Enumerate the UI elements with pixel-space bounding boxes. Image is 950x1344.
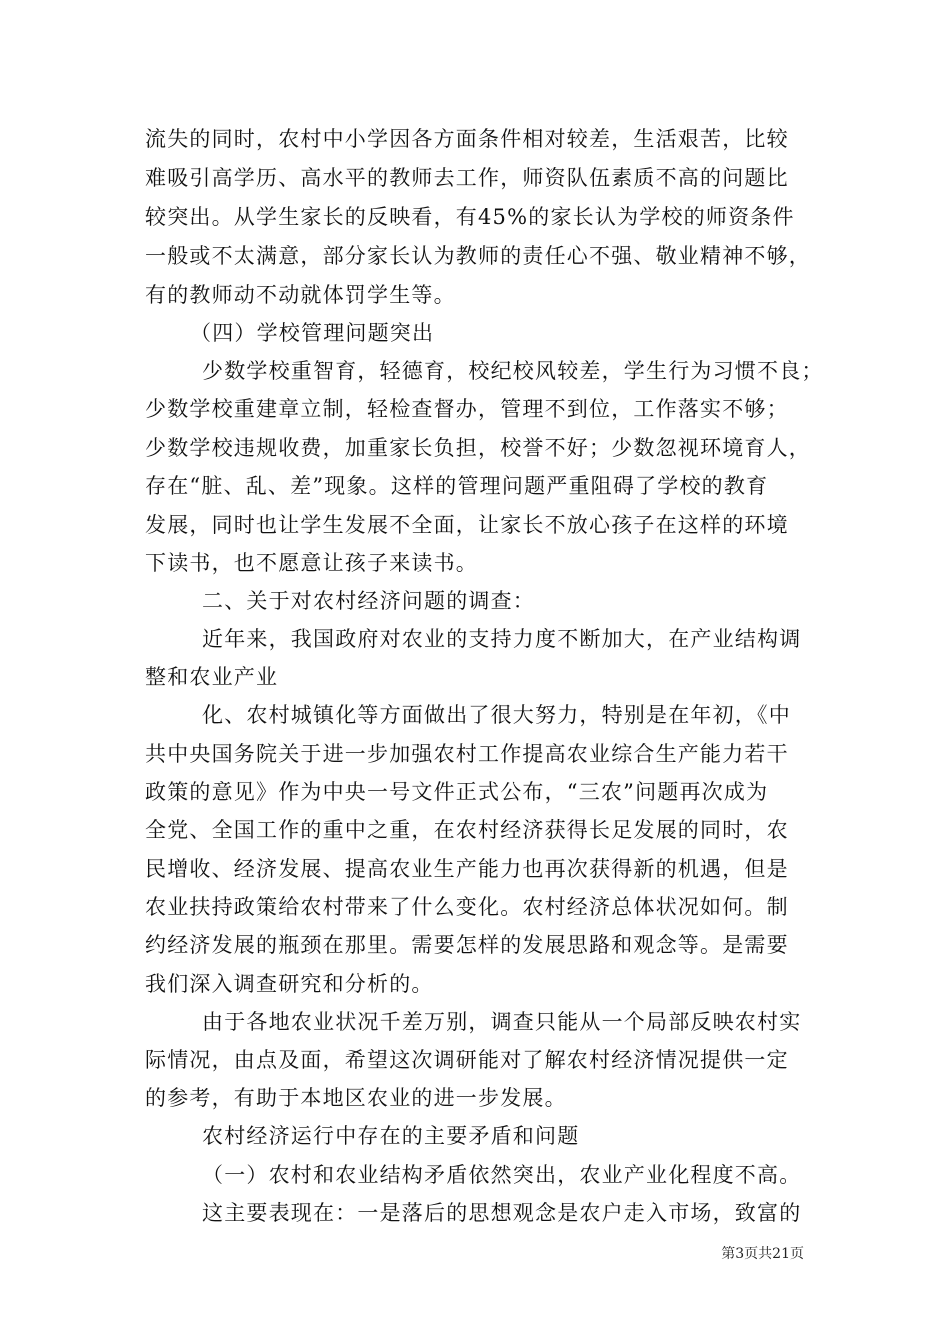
page-footer [721,1245,804,1263]
text-line: 有的教师动不动就体罚学生等。 [145,283,456,307]
text-line: 化、农村城镇化等方面做出了很大努力，特别是在年初，《中 [202,703,791,727]
section-heading: 农村经济运行中存在的主要矛盾和问题 [202,1124,580,1148]
text-line: 存在“脏、乱、差”现象。这样的管理问题严重阻碍了学校的教育 [145,474,769,498]
text-line: 全党、全国工作的重中之重，在农村经济获得长足发展的同时，农 [145,818,789,842]
section-heading: （一）农村和农业结构矛盾依然突出，农业产业化程度不高。 [202,1163,802,1187]
text-line: 发展，同时也让学生发展不全面，让家长不放心孩子在这样的环境 [145,513,789,537]
text-line: 较突出。从学生家长的反映看，有45%的家长认为学校的师资条件 [145,205,795,229]
text-line: 少数学校重建章立制，轻检查督办，管理不到位，工作落实不够； [145,397,789,421]
text-line: 这主要表现在：一是落后的思想观念是农户走入市场，致富的 [202,1201,802,1225]
section-heading: 二、关于对农村经济问题的调查： [202,589,535,613]
text-line: 我们深入调查研究和分析的。 [145,972,434,996]
text-line: 农业扶持政策给农村带来了什么变化。农村经济总体状况如何。制 [145,895,789,919]
section-heading: （四）学校管理问题突出 [190,321,435,345]
page-number: 第3页共21页 [721,1246,804,1262]
text-line: 约经济发展的瓶颈在那里。需要怎样的发展思路和观念等。是需要 [145,933,789,957]
text-line: 际情况，由点及面，希望这次调研能对了解农村经济情况提供一定 [145,1048,789,1072]
text-line: 难吸引高学历、高水平的教师去工作，师资队伍素质不高的问题比 [145,166,789,190]
text-line: 民增收、经济发展、提高农业生产能力也再次获得新的机遇，但是 [145,857,789,881]
text-line: 近年来，我国政府对农业的支持力度不断加大，在产业结构调 [202,627,802,651]
text-line: 一般或不太满意，部分家长认为教师的责任心不强、敬业精神不够， [145,244,811,268]
text-line: 少数学校违规收费，加重家长负担，校誉不好；少数忽视环境育人， [145,436,811,460]
text-line: 政策的意见》作为中央一号文件正式公布，“三农”问题再次成为 [145,780,769,804]
text-line: 由于各地农业状况千差万别，调查只能从一个局部反映农村实 [202,1010,802,1034]
text-line: 下读书，也不愿意让孩子来读书。 [145,551,478,575]
text-line: 的参考，有助于本地区农业的进一步发展。 [145,1086,567,1110]
text-line: 流失的同时，农村中小学因各方面条件相对较差，生活艰苦，比较 [145,127,789,151]
text-line: 共中央国务院关于进一步加强农村工作提高农业综合生产能力若干 [145,742,789,766]
text-line: 整和农业产业 [145,665,279,689]
text-line: 少数学校重智育，轻德育，校纪校风较差，学生行为习惯不良； [202,359,824,383]
